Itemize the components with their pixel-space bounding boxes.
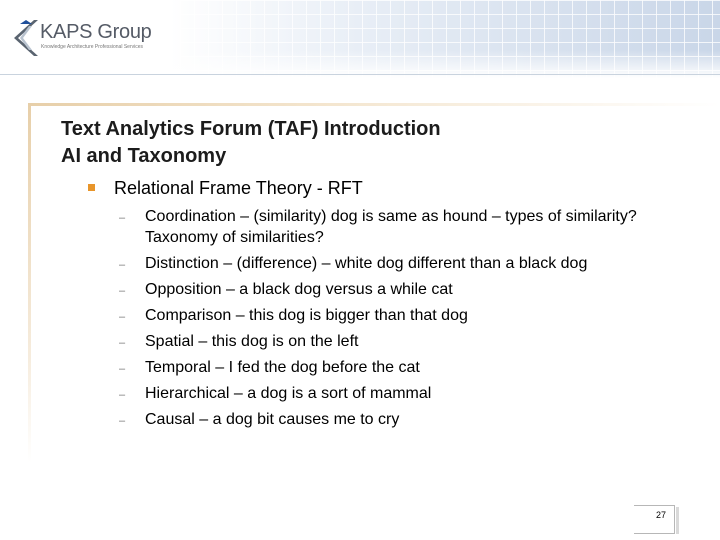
sub-bullet-list — [119, 206, 679, 435]
sub-bullet-item — [119, 383, 679, 404]
sub-bullet-item — [119, 409, 679, 430]
sub-bullet-text: Causal – a dog bit causes me to cry — [145, 411, 400, 428]
kaps-logo — [14, 18, 154, 58]
sub-bullet-item — [119, 357, 679, 378]
dash-bullet-icon: – — [119, 337, 126, 349]
sub-bullet-item — [119, 253, 679, 274]
slide-title — [61, 116, 441, 170]
dash-bullet-icon: – — [119, 259, 126, 271]
sub-bullet-text: Comparison – this dog is bigger than that dog — [145, 307, 468, 324]
kaps-chevron-icon — [14, 18, 40, 58]
dash-bullet-icon: – — [119, 311, 126, 323]
sub-bullet-text: Opposition – a black dog versus a while cat — [145, 281, 453, 298]
dash-bullet-icon: – — [119, 415, 126, 427]
page-number-shadow — [676, 507, 679, 534]
logo-tagline: Knowledge Architecture Professional Services — [41, 44, 143, 50]
dash-bullet-icon: – — [119, 363, 126, 375]
dash-bullet-icon: – — [119, 389, 126, 401]
dash-bullet-icon: – — [119, 212, 126, 224]
square-bullet-icon — [88, 184, 95, 191]
sub-bullet-item — [119, 206, 679, 248]
slide-frame-left — [28, 103, 31, 463]
dash-bullet-icon: – — [119, 285, 126, 297]
slide-frame-top — [28, 103, 720, 106]
sub-bullet-text: Spatial – this dog is on the left — [145, 333, 359, 350]
sub-bullet-text: Coordination – (similarity) dog is same as hound – types of similarity? Taxonomy of similarities? — [145, 208, 637, 246]
page-number-box — [634, 505, 675, 534]
sub-bullet-text: Distinction – (difference) – white dog different than a black dog — [145, 255, 588, 272]
sub-bullet-text: Hierarchical – a dog is a sort of mammal — [145, 385, 432, 402]
header-divider — [0, 74, 720, 75]
slide-title-line1: Text Analytics Forum (TAF) Introduction — [61, 118, 441, 140]
main-bullet-text: Relational Frame Theory - RFT — [114, 178, 363, 198]
slide-title-line2: AI and Taxonomy — [61, 145, 227, 167]
sub-bullet-item — [119, 331, 679, 352]
sub-bullet-text: Temporal – I fed the dog before the cat — [145, 359, 420, 376]
logo-name: KAPS Group — [40, 21, 152, 43]
sub-bullet-item — [119, 279, 679, 300]
sub-bullet-item — [119, 305, 679, 326]
page-number: 27 — [655, 510, 666, 520]
